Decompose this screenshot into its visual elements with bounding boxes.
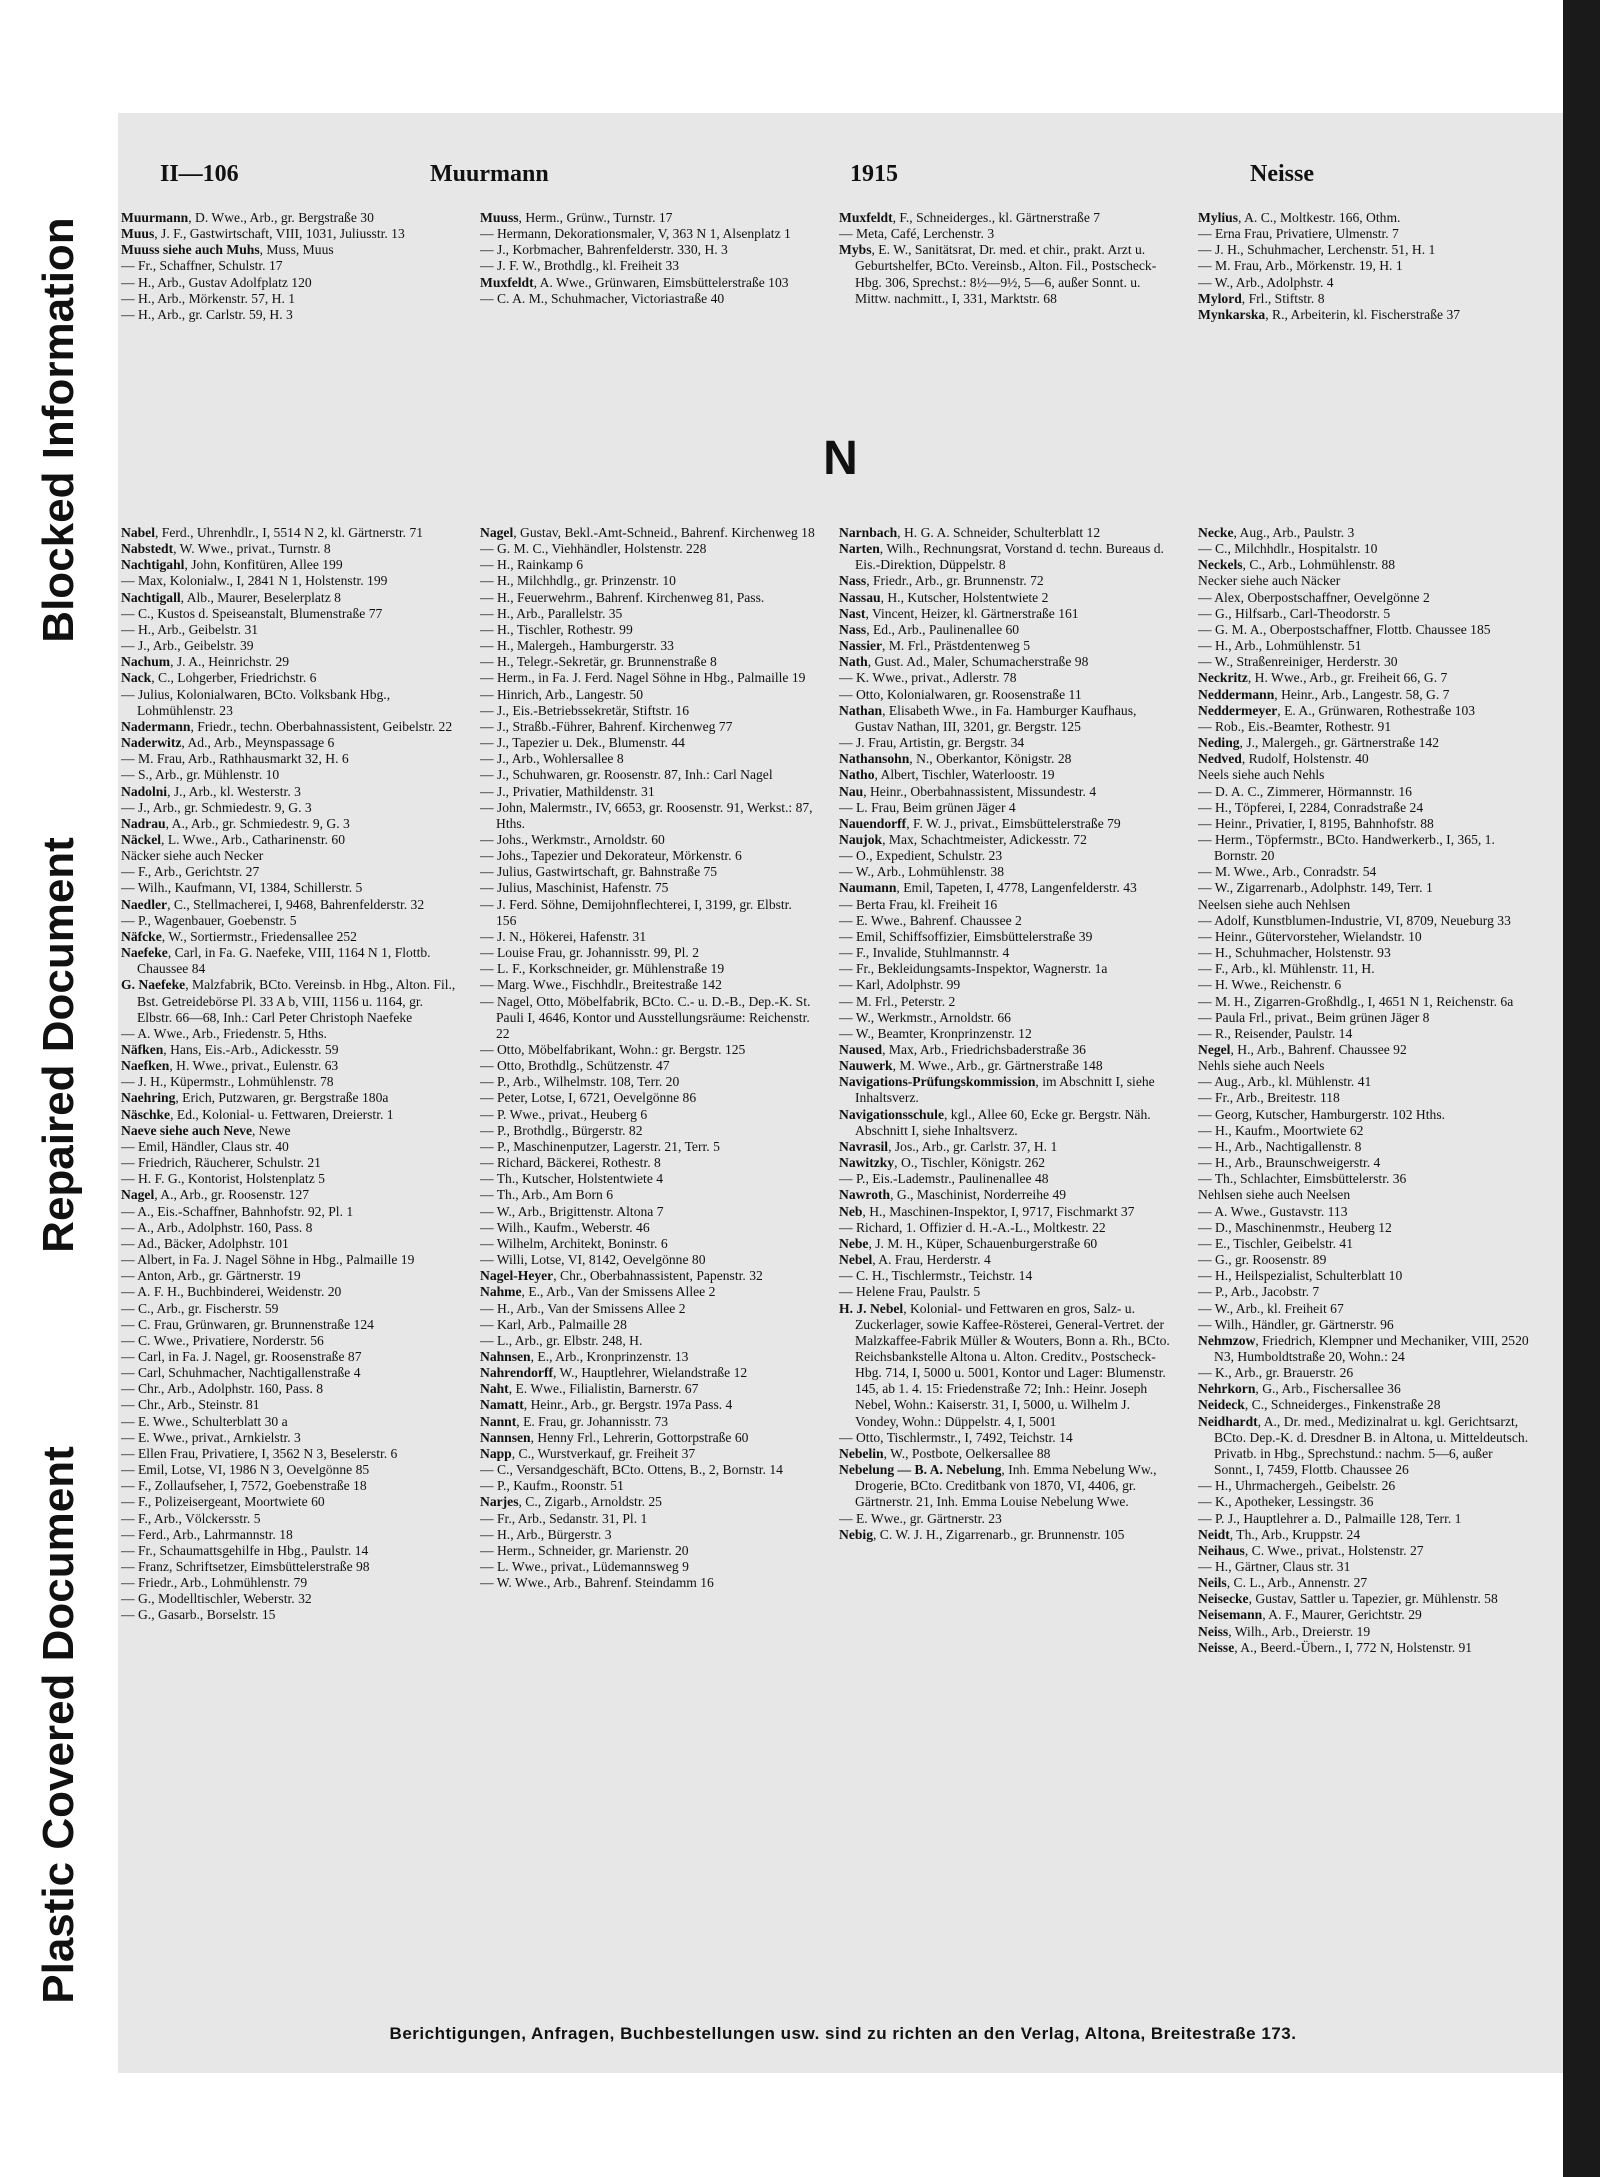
directory-entry: Näfken, Hans, Eis.-Arb., Adickesstr. 59 [121, 1042, 339, 1057]
directory-entry: — Fr., Arb., Sedanstr. 31, Pl. 1 [480, 1510, 648, 1526]
directory-entry: — Th., Kutscher, Holstentwiete 4 [480, 1171, 664, 1187]
directory-entry: Nehrkorn, G., Arb., Fischersallee 36 [1198, 1381, 1401, 1397]
directory-entry: — P., Arb., Jacobstr. 7 [1198, 1284, 1320, 1300]
directory-entry: Nau, Heinr., Oberbahnassistent, Missundestr. 4 [839, 783, 1097, 799]
directory-entry: — H. F. G., Kontorist, Holstenplatz 5 [121, 1171, 325, 1187]
directory-entry: Neiss, Wilh., Arb., Dreierstr. 19 [1198, 1623, 1371, 1639]
directory-entry: Naumann, Emil, Tapeten, I, 4778, Langenfelderstr. 43 [839, 880, 1137, 896]
directory-entry: Neelsen siehe auch Nehlsen [1198, 896, 1351, 912]
directory-entry: — J., Tapezier u. Dek., Blumenstr. 44 [480, 735, 685, 751]
directory-entry: — J. H., Schuhmacher, Lerchenstr. 51, H. 1 [1198, 242, 1436, 258]
directory-entry: — H., Feuerwehrm., Bahrenf. Kirchenweg 81, Pass. [480, 589, 765, 605]
directory-entry: — Herm., in Fa. J. Ferd. Nagel Söhne in Hbg., Palmaille 19 [480, 670, 806, 686]
directory-entry: Neckels, C., Arb., Lohmühlenstr. 88 [1198, 557, 1396, 573]
directory-entry: Naefeke, Carl, in Fa. G. Naefeke, VIII, 1164 N 1, Flottb. Chaussee 84 [121, 945, 431, 977]
directory-entry: — H., Tischler, Rothestr. 99 [480, 621, 633, 637]
directory-entry: — H., Arb., Geibelstr. 31 [121, 621, 259, 637]
directory-entry: Navrasil, Jos., Arb., gr. Carlstr. 37, H. 1 [839, 1138, 1058, 1154]
directory-entry: — Th., Arb., Am Born 6 [480, 1187, 614, 1203]
directory-entry: — Richard, Bäckerei, Rothestr. 8 [480, 1155, 661, 1171]
directory-entry: Nahme, E., Arb., Van der Smissens Allee 2 [480, 1284, 716, 1300]
directory-entry: — J. Ferd. Söhne, Demijohnflechterei, I, 3199, gr. Elbstr. 156 [480, 896, 792, 928]
directory-entry: — H., Arb., Bürgerstr. 3 [480, 1526, 612, 1542]
directory-entry: G. Naefeke, Malzfabrik, BCto. Vereinsb. in Hbg., Alton. Fil., Bst. Getreidebörse Pl. 33 A b, VIII, 1156 u. 1164, gr. Elbstr. 66—68, Inh.: Carl Peter Christoph Naefeke [121, 977, 456, 1025]
directory-entry: — E. Wwe., gr. Gärtnerstr. 23 [839, 1510, 1002, 1526]
directory-entry: — Julius, Kolonialwaren, BCto. Volksbank Hbg., Lohmühlenstr. 23 [121, 686, 391, 718]
directory-entry: Nahrendorff, W., Hauptlehrer, Wielandstraße 12 [480, 1365, 748, 1381]
directory-entry: Nawitzky, O., Tischler, Königstr. 262 [839, 1155, 1046, 1171]
directory-entry: Naujok, Max, Schachtmeister, Adickesstr. 72 [839, 831, 1087, 847]
directory-entry: — P., Eis.-Lademstr., Paulinenallee 48 [839, 1171, 1049, 1187]
document-page [118, 113, 1563, 2073]
directory-entry: — J., Arb., Wohlersallee 8 [480, 751, 624, 767]
directory-entry: Nadolni, J., Arb., kl. Westerstr. 3 [121, 783, 301, 799]
page-header [160, 161, 1510, 193]
directory-entry: — K., Arb., gr. Brauerstr. 26 [1198, 1365, 1354, 1381]
column-2 [480, 525, 815, 2015]
directory-entry: — Nagel, Otto, Möbelfabrik, BCto. C.- u. D.-B., Dep.-K. St. Pauli I, 4646, Kontor und Ausstellungsräume: Reichenstr. 22 [480, 993, 811, 1041]
directory-entry: — Herm., Schneider, gr. Marienstr. 20 [480, 1542, 689, 1558]
directory-entry: — P., Kaufm., Roonstr. 51 [480, 1478, 624, 1494]
directory-entry: — Marg. Wwe., Fischhdlr., Breitestraße 142 [480, 977, 722, 993]
directory-entry: Muuss siehe auch Muhs, Muss, Muus [121, 242, 334, 258]
directory-entry: — Karl, Adolphstr. 99 [839, 977, 961, 993]
directory-entry: — E. Wwe., Schulterblatt 30 a [121, 1413, 288, 1429]
directory-entry: Napp, C., Wurstverkauf, gr. Freiheit 37 [480, 1445, 696, 1461]
directory-entry: — F., Polizeisergeant, Moortwiete 60 [121, 1494, 325, 1510]
directory-entry: — W., Arb., Lohmühlenstr. 38 [839, 864, 1005, 880]
directory-entry: — J., Schuhwaren, gr. Roosenstr. 87, Inh.: Carl Nagel [480, 767, 773, 783]
directory-entry: Nehls siehe auch Neels [1198, 1058, 1325, 1074]
directory-entry: Navigations-Prüfungskommission, im Abschnitt I, siehe Inhaltsverz. [839, 1074, 1155, 1106]
directory-entry: — J., Arb., gr. Schmiedestr. 9, G. 3 [121, 799, 312, 815]
directory-entry: Naehring, Erich, Putzwaren, gr. Bergstraße 180a [121, 1090, 389, 1106]
directory-entry: — J., Straßb.-Führer, Bahrenf. Kirchenweg 77 [480, 718, 733, 734]
directory-entry: Nebig, C. W. J. H., Zigarrenarb., gr. Brunnenstr. 105 [839, 1526, 1125, 1542]
directory-entry: — K. Wwe., privat., Adlerstr. 78 [839, 670, 1017, 686]
directory-entry: — M. Frau, Arb., Mörkenstr. 19, H. 1 [1198, 258, 1403, 274]
directory-entry: — Erna Frau, Privatiere, Ulmenstr. 7 [1198, 226, 1399, 242]
directory-entry: — E. Wwe., privat., Arnkielstr. 3 [121, 1429, 301, 1445]
column-4 [1198, 525, 1533, 2015]
directory-entry: Nebe, J. M. H., Küper, Schauenburgerstraße 60 [839, 1235, 1098, 1251]
directory-entry: — J. Frau, Artistin, gr. Bergstr. 34 [839, 735, 1025, 751]
directory-entry: Nauendorff, F. W. J., privat., Eimsbüttelerstraße 79 [839, 815, 1121, 831]
directory-entry: Neisse, A., Beerd.-Übern., I, 772 N, Holstenstr. 91 [1198, 1639, 1473, 1655]
directory-entry: — Hermann, Dekorationsmaler, V, 363 N 1, Alsenplatz 1 [480, 226, 791, 242]
directory-entry: — K., Apotheker, Lessingstr. 36 [1198, 1494, 1374, 1510]
directory-entry: — Julius, Maschinist, Hafenstr. 75 [480, 880, 669, 896]
directory-entry: — Emil, Schiffsoffizier, Eimsbüttelerstraße 39 [839, 928, 1093, 944]
directory-entry: — P., Maschinenputzer, Lagerstr. 21, Terr. 5 [480, 1138, 720, 1154]
directory-entry: — Willi, Lotse, VI, 8142, Oevelgönne 80 [480, 1252, 706, 1268]
directory-entry: — H., Rainkamp 6 [480, 557, 584, 573]
directory-entry: Nass, Friedr., Arb., gr. Brunnenstr. 72 [839, 573, 1044, 589]
directory-entry: — G. M. A., Oberpostschaffner, Flottb. Chaussee 185 [1198, 621, 1491, 637]
directory-entry: Nachum, J. A., Heinrichstr. 29 [121, 654, 290, 670]
label-repaired-document: Repaired Document [34, 837, 83, 1253]
directory-entry: Neding, J., Malergeh., gr. Gärtnerstraße 142 [1198, 735, 1439, 751]
directory-entry: Neisecke, Gustav, Sattler u. Tapezier, gr. Mühlenstr. 58 [1198, 1591, 1498, 1607]
directory-entry: — Rob., Eis.-Beamter, Rothestr. 91 [1198, 718, 1392, 734]
directory-entry: Narjes, C., Zigarb., Arnoldstr. 25 [480, 1494, 662, 1510]
directory-entry: Namatt, Heinr., Arb., gr. Bergstr. 197a Pass. 4 [480, 1397, 733, 1413]
directory-entry: — H., Arb., Gustav Adolfplatz 120 [121, 274, 312, 290]
directory-entry: — Fr., Schaumattsgehilfe in Hbg., Paulstr. 14 [121, 1542, 369, 1558]
directory-entry: Nehlsen siehe auch Neelsen [1198, 1187, 1351, 1203]
directory-entry: — Otto, Brothdlg., Schützenstr. 47 [480, 1058, 670, 1074]
directory-entry: — F., Invalide, Stuhlmannstr. 4 [839, 945, 1010, 961]
directory-entry: — M. Frau, Arb., Rathhausmarkt 32, H. 6 [121, 751, 349, 767]
directory-entry: — Herm., Töpfermstr., BCto. Handwerkerb., I, 365, 1. Bornstr. 20 [1198, 831, 1495, 864]
directory-entry: — J., Korbmacher, Bahrenfelderstr. 330, H. 3 [480, 242, 728, 258]
directory-entry: Mylius, A. C., Moltkestr. 166, Othm. [1198, 210, 1401, 225]
directory-entry: Neils, C. L., Arb., Annenstr. 27 [1198, 1575, 1368, 1591]
directory-entry: — Fr., Arb., Breitestr. 118 [1198, 1090, 1340, 1106]
sidebar [0, 0, 118, 2177]
directory-entry: — L., Arb., gr. Elbstr. 248, H. [480, 1332, 643, 1348]
directory-entry: — M. Wwe., Arb., Conradstr. 54 [1198, 864, 1377, 880]
directory-entry: — H., Heilspezialist, Schulterblatt 10 [1198, 1268, 1403, 1284]
directory-entry: Nathan, Elisabeth Wwe., in Fa. Hamburger Kaufhaus, Gustav Nathan, III, 3201, gr. Bergstr. 125 [839, 702, 1137, 734]
directory-entry: — Friedr., Arb., Lohmühlenstr. 79 [121, 1575, 308, 1591]
directory-entry: — J., Privatier, Mathildenstr. 31 [480, 783, 655, 799]
directory-entry: — Helene Frau, Paulstr. 5 [839, 1284, 981, 1300]
directory-entry: Muuss, Herm., Grünw., Turnstr. 17 [480, 210, 673, 225]
directory-entry: — W., Beamter, Kronprinzenstr. 12 [839, 1025, 1032, 1041]
directory-entry: — H., Arb., gr. Carlstr. 59, H. 3 [121, 306, 293, 322]
top-column-2 [480, 210, 815, 307]
directory-entry: Naefken, H. Wwe., privat., Eulenstr. 63 [121, 1058, 339, 1074]
directory-entry: Nassau, H., Kutscher, Holstentwiete 2 [839, 589, 1049, 605]
directory-entry: — W. Wwe., Arb., Bahrenf. Steindamm 16 [480, 1575, 714, 1591]
directory-entry: Necke, Aug., Arb., Paulstr. 3 [1198, 525, 1355, 540]
directory-entry: Necker siehe auch Näcker [1198, 573, 1341, 589]
directory-entry: — J. N., Hökerei, Hafenstr. 31 [480, 928, 647, 944]
directory-entry: — Carl, in Fa. J. Nagel, gr. Roosenstraße 87 [121, 1348, 362, 1364]
directory-entry: Naused, Max, Arb., Friedrichsbaderstraße 36 [839, 1042, 1086, 1057]
directory-entry: — Richard, 1. Offizier d. H.-A.-L., Moltkestr. 22 [839, 1219, 1106, 1235]
directory-entry: Neels siehe auch Nehls [1198, 767, 1325, 783]
directory-entry: — O., Expedient, Schulstr. 23 [839, 848, 1003, 864]
directory-entry: — M. H., Zigarren-Großhdlg., I, 4651 N 1, Reichenstr. 6a [1198, 993, 1514, 1009]
directory-entry: — Peter, Lotse, I, 6721, Oevelgönne 86 [480, 1090, 697, 1106]
directory-entry: — G., gr. Roosenstr. 89 [1198, 1252, 1327, 1268]
directory-entry: — P., Wagenbauer, Goebenstr. 5 [121, 912, 297, 928]
directory-entry: Nassier, M. Frl., Prästdentenweg 5 [839, 638, 1031, 654]
directory-entry: Muxfeldt, A. Wwe., Grünwaren, Eimsbüttelerstraße 103 [480, 274, 789, 290]
directory-entry: — P. Wwe., privat., Heuberg 6 [480, 1106, 648, 1122]
directory-entry: Nadermann, Friedr., techn. Oberbahnassistent, Geibelstr. 22 [121, 718, 453, 734]
page-number: II—106 [160, 161, 239, 187]
directory-entry: H. J. Nebel, Kolonial- und Fettwaren en gros, Salz- u. Zuckerlager, sowie Kaffee-Rösterei, General-Vertret. der Malzkaffee-Fabrik Müller & Wouters, Bonn a. Rh., BCto. Reichsbankstelle Altona u. Alton. Creditv., Postscheck-Hbg. 714, I, 5000 u. 5001, Kontor und Lager: Blumenstr. 145, ab 1. 4. 15: Friedenstraße 72; Inh.: Heinr. Joseph Nebel, Wohn.: Kaiserstr. 31, I, 5000, u. Wilhelm J. Vondey, Wohn.: Düppelstr. 4, I, 5001 [839, 1300, 1170, 1429]
directory-entry: Muus, J. F., Gastwirtschaft, VIII, 1031, Juliusstr. 13 [121, 226, 405, 242]
directory-entry: Neddermann, Heinr., Arb., Langestr. 58, G. 7 [1198, 686, 1450, 702]
directory-entry: — H., Arb., Van der Smissens Allee 2 [480, 1300, 686, 1316]
directory-entry: Nachtigall, Alb., Maurer, Beselerplatz 8 [121, 589, 341, 605]
directory-entry: Neideck, C., Schneiderges., Finkenstraße 28 [1198, 1397, 1441, 1413]
directory-entry: Narten, Wilh., Rechnungsrat, Vorstand d. techn. Bureaus d. Eis.-Direktion, Düppelstr. 8 [839, 541, 1164, 573]
directory-entry: — H., Arb., Lohmühlenstr. 51 [1198, 638, 1362, 654]
label-blocked-information: Blocked Information [34, 217, 83, 643]
directory-entry: — C. Frau, Grünwaren, gr. Brunnenstraße 124 [121, 1316, 374, 1332]
directory-entry: Nast, Vincent, Heizer, kl. Gärtnerstraße 161 [839, 605, 1079, 621]
directory-entry: Nebelung — B. A. Nebelung, Inh. Emma Nebelung Ww., Drogerie, BCto. Creditbank von 1870, VI, 4406, gr. Gärtnerstr. 21, Inh. Emma Louise Nebelung Wwe. [839, 1462, 1157, 1510]
directory-entry: Neidhardt, A., Dr. med., Medizinalrat u. kgl. Gerichtsarzt, BCto. Dep.-K. d. Dresdner B. in Altona, u. Mitteldeutsch. Privatb. in Hbg., Sprechstund.: nachm. 5—6, außer Sonnt., I, 7459, Flottb. Chaussee 26 [1198, 1413, 1529, 1478]
directory-entry: Nabstedt, W. Wwe., privat., Turnstr. 8 [121, 541, 331, 557]
directory-entry: Naht, E. Wwe., Filialistin, Barnerstr. 67 [480, 1381, 699, 1397]
directory-entry: — W., Zigarrenarb., Adolphstr. 149, Terr. 1 [1198, 880, 1433, 896]
directory-entry: — Anton, Arb., gr. Gärtnerstr. 19 [121, 1268, 301, 1284]
scan-border [1563, 0, 1600, 2177]
directory-entry: Naderwitz, Ad., Arb., Meynspassage 6 [121, 735, 335, 751]
directory-entry: Muurmann, D. Wwe., Arb., gr. Bergstraße 30 [121, 210, 374, 225]
directory-entry: — J., Arb., Geibelstr. 39 [121, 638, 254, 654]
directory-entry: — S., Arb., gr. Mühlenstr. 10 [121, 767, 280, 783]
directory-entry: — E., Tischler, Geibelstr. 41 [1198, 1235, 1354, 1251]
directory-entry: — W., Arb., Brigittenstr. Altona 7 [480, 1203, 664, 1219]
directory-entry: Negel, H., Arb., Bahrenf. Chaussee 92 [1198, 1042, 1407, 1057]
directory-entry: Neidt, Th., Arb., Kruppstr. 24 [1198, 1526, 1361, 1542]
directory-entry: — G., Gasarb., Borselstr. 15 [121, 1607, 276, 1623]
directory-entry: — Heinr., Privatier, I, 8195, Bahnhofstr. 88 [1198, 815, 1434, 831]
directory-entry: — Fr., Bekleidungsamts-Inspektor, Wagnerstr. 1a [839, 961, 1108, 977]
directory-entry: Nannt, E. Frau, gr. Johannisstr. 73 [480, 1413, 669, 1429]
directory-entry: — H., Malergeh., Hamburgerstr. 33 [480, 638, 674, 654]
directory-entry: Nadrau, A., Arb., gr. Schmiedestr. 9, G. 3 [121, 815, 350, 831]
directory-entry: — Georg, Kutscher, Hamburgerstr. 102 Hths. [1198, 1106, 1446, 1122]
directory-entry: — L. Wwe., privat., Lüdemannsweg 9 [480, 1559, 689, 1574]
directory-entry: — Julius, Gastwirtschaft, gr. Bahnstraße 75 [480, 864, 718, 880]
directory-entry: — H., Arb., Parallelstr. 35 [480, 605, 623, 621]
directory-entry: — Louise Frau, gr. Johannisstr. 99, Pl. 2 [480, 945, 700, 961]
directory-entry: — Th., Schlachter, Eimsbüttelerstr. 36 [1198, 1171, 1407, 1187]
directory-entry: Nedved, Rudolf, Holstenstr. 40 [1198, 751, 1369, 767]
directory-entry: — Hinrich, Arb., Langestr. 50 [480, 686, 644, 702]
directory-entry: — Paula Frl., privat., Beim grünen Jäger 8 [1198, 1009, 1430, 1025]
directory-entry: — F., Arb., kl. Mühlenstr. 11, H. [1198, 961, 1375, 977]
directory-entry: Nass, Ed., Arb., Paulinenallee 60 [839, 621, 1020, 637]
directory-entry: — Chr., Arb., Steinstr. 81 [121, 1397, 260, 1413]
directory-entry: — H., Uhrmachergeh., Geibelstr. 26 [1198, 1478, 1396, 1494]
directory-entry: Näschke, Ed., Kolonial- u. Fettwaren, Dreierstr. 1 [121, 1106, 394, 1122]
directory-entry: — P. J., Hauptlehrer a. D., Palmaille 128, Terr. 1 [1198, 1510, 1462, 1526]
directory-entry: Nathansohn, N., Oberkantor, Königstr. 28 [839, 751, 1072, 767]
directory-entry: Nabel, Ferd., Uhrenhdlr., I, 5514 N 2, kl. Gärtnerstr. 71 [121, 525, 424, 540]
column-1 [121, 525, 456, 2015]
directory-entry: Nachtigahl, John, Konfitüren, Allee 199 [121, 557, 343, 573]
directory-entry: — H., Töpferei, I, 2284, Conradstraße 24 [1198, 799, 1424, 815]
directory-entry: Neihaus, C. Wwe., privat., Holstenstr. 27 [1198, 1542, 1424, 1558]
directory-entry: — Ad., Bäcker, Adolphstr. 101 [121, 1235, 289, 1251]
directory-entry: Nebel, A. Frau, Herderstr. 4 [839, 1252, 991, 1268]
directory-entry: Nawroth, G., Maschinist, Norderreihe 49 [839, 1187, 1067, 1203]
directory-entry: Nagel, A., Arb., gr. Roosenstr. 127 [121, 1187, 310, 1203]
directory-entry: — Johs., Tapezier und Dekorateur, Mörkenstr. 6 [480, 848, 742, 864]
directory-entry: — Fr., Schaffner, Schulstr. 17 [121, 258, 283, 274]
directory-entry: Nannsen, Henny Frl., Lehrerin, Gottorpstraße 60 [480, 1429, 749, 1445]
directory-entry: — Karl, Arb., Palmaille 28 [480, 1316, 627, 1332]
directory-entry: — W., Arb., Adolphstr. 4 [1198, 274, 1334, 290]
directory-entry: — A. F. H., Buchbinderei, Weidenstr. 20 [121, 1284, 342, 1300]
directory-entry: Nagel, Gustav, Bekl.-Amt-Schneid., Bahrenf. Kirchenweg 18 [480, 525, 815, 540]
directory-entry: — Berta Frau, kl. Freiheit 16 [839, 896, 998, 912]
directory-entry: — A. Wwe., Arb., Friedenstr. 5, Hths. [121, 1025, 327, 1041]
directory-entry: — G., Modelltischler, Weberstr. 32 [121, 1591, 312, 1607]
directory-entry: — Franz, Schriftsetzer, Eimsbüttelerstraße 98 [121, 1559, 370, 1574]
directory-entry: — L. Frau, Beim grünen Jäger 4 [839, 799, 1016, 815]
directory-entry: Naeve siehe auch Neve, Newe [121, 1122, 291, 1138]
header-year: 1915 [850, 161, 898, 187]
directory-entry: — H., Schuhmacher, Holstenstr. 93 [1198, 945, 1391, 961]
directory-entry: Neb, H., Maschinen-Inspektor, I, 9717, Fischmarkt 37 [839, 1203, 1135, 1219]
directory-entry: Mylord, Frl., Stiftstr. 8 [1198, 290, 1325, 306]
directory-entry: — J. F. W., Brothdlg., kl. Freiheit 33 [480, 258, 680, 274]
directory-entry: Mybs, E. W., Sanitätsrat, Dr. med. et chir., prakt. Arzt u. Geburtshelfer, BCto. Vereinsb., Alton. Fil., Postscheck-Hbg. 306, Sprechst.: 8½—9½, 5—6, außer Sonnt. u. Mittw. nachmitt., I, 331, Marktstr. 68 [839, 242, 1157, 306]
directory-entry: — W., Werkmstr., Arnoldstr. 66 [839, 1009, 1011, 1025]
directory-entry: Näcker siehe auch Necker [121, 848, 264, 864]
directory-entry: — H., Milchhdlg., gr. Prinzenstr. 10 [480, 573, 676, 589]
directory-entry: — C., Kustos d. Speiseanstalt, Blumenstraße 77 [121, 605, 383, 621]
directory-entry: — Carl, Schuhmacher, Nachtigallenstraße 4 [121, 1365, 361, 1381]
directory-entry: Naedler, C., Stellmacherei, I, 9468, Bahrenfelderstr. 32 [121, 896, 425, 912]
directory-entry: — Johs., Werkmstr., Arnoldstr. 60 [480, 831, 665, 847]
directory-entry: — Wilh., Händler, gr. Gärtnerstr. 96 [1198, 1316, 1394, 1332]
directory-entry: — F., Zollaufseher, I, 7572, Goebenstraße 18 [121, 1478, 367, 1494]
directory-entry: — F., Arb., Gerichtstr. 27 [121, 864, 260, 880]
directory-entry: — Otto, Tischlermstr., I, 7492, Teichstr. 14 [839, 1429, 1073, 1445]
directory-entry: — C. H., Tischlermstr., Teichstr. 14 [839, 1268, 1033, 1284]
directory-entry: — P., Arb., Wilhelmstr. 108, Terr. 20 [480, 1074, 680, 1090]
directory-entry: — J. H., Küpermstr., Lohmühlenstr. 78 [121, 1074, 334, 1090]
directory-entry: Natho, Albert, Tischler, Waterloostr. 19 [839, 767, 1055, 783]
directory-entry: — Albert, in Fa. J. Nagel Söhne in Hbg., Palmaille 19 [121, 1252, 415, 1268]
directory-entry: — Ellen Frau, Privatiere, I, 3562 N 3, Beselerstr. 6 [121, 1445, 398, 1461]
directory-entry: — D. A. C., Zimmerer, Hörmannstr. 16 [1198, 783, 1412, 799]
directory-entry: — H. Wwe., Reichenstr. 6 [1198, 977, 1342, 993]
directory-entry: Neddermeyer, E. A., Grünwaren, Rothestraße 103 [1198, 702, 1476, 718]
top-column-4 [1198, 210, 1533, 323]
directory-entry: Neckritz, H. Wwe., Arb., gr. Freiheit 66, G. 7 [1198, 670, 1448, 686]
directory-entry: — Heinr., Gütervorsteher, Wielandstr. 10 [1198, 928, 1422, 944]
directory-entry: Nehmzow, Friedrich, Klempner und Mechaniker, VIII, 2520 N3, Humboldtstraße 20, Wohn.: 24 [1198, 1332, 1529, 1364]
directory-entry: Neisemann, A. F., Maurer, Gerichtstr. 29 [1198, 1607, 1422, 1623]
directory-entry: — W., Straßenreiniger, Herderstr. 30 [1198, 654, 1398, 670]
directory-entry: — Max, Kolonialw., I, 2841 N 1, Holstenstr. 199 [121, 573, 388, 589]
directory-entry: — H., Arb., Nachtigallenstr. 8 [1198, 1138, 1362, 1154]
directory-entry: — E. Wwe., Bahrenf. Chaussee 2 [839, 912, 1022, 928]
directory-entry: Narnbach, H. G. A. Schneider, Schulterblatt 12 [839, 525, 1101, 540]
directory-entry: — A., Arb., Adolphstr. 160, Pass. 8 [121, 1219, 313, 1235]
directory-entry: — H., Kaufm., Moortwiete 62 [1198, 1122, 1364, 1138]
directory-entry: — M. Frl., Peterstr. 2 [839, 993, 956, 1009]
directory-entry: — H., Telegr.-Sekretär, gr. Brunnenstraße 8 [480, 654, 717, 670]
directory-entry: — F., Arb., Völckersstr. 5 [121, 1510, 261, 1526]
directory-entry: — W., Arb., kl. Freiheit 67 [1198, 1300, 1344, 1316]
directory-entry: — Alex, Oberpostschaffner, Oevelgönne 2 [1198, 589, 1430, 605]
directory-entry: Muxfeldt, F., Schneiderges., kl. Gärtnerstraße 7 [839, 210, 1101, 225]
directory-entry: — C., Milchhdlr., Hospitalstr. 10 [1198, 541, 1378, 557]
directory-entry: — C. Wwe., Privatiere, Norderstr. 56 [121, 1332, 324, 1348]
directory-entry: — A. Wwe., Gustavstr. 113 [1198, 1203, 1348, 1219]
directory-entry: Nagel-Heyer, Chr., Oberbahnassistent, Papenstr. 32 [480, 1268, 763, 1284]
directory-entry: — Emil, Händler, Claus str. 40 [121, 1138, 289, 1154]
directory-entry: Nauwerk, M. Wwe., Arb., gr. Gärtnerstraße 148 [839, 1058, 1103, 1074]
directory-entry: — John, Malermstr., IV, 6653, gr. Roosenstr. 91, Werkst.: 87, Hths. [480, 799, 813, 831]
directory-entry: — H., Gärtner, Claus str. 31 [1198, 1559, 1351, 1574]
directory-entry: — Wilh., Kaufmann, VI, 1384, Schillerstr. 5 [121, 880, 363, 896]
header-right-word: Neisse [1250, 161, 1314, 187]
directory-entry: — J., Eis.-Betriebssekretär, Stiftstr. 16 [480, 702, 689, 718]
directory-entry: — D., Maschinenmstr., Heuberg 12 [1198, 1219, 1392, 1235]
directory-entry: — A., Eis.-Schaffner, Bahnhofstr. 92, Pl. 1 [121, 1203, 354, 1219]
directory-entry: — H., Arb., Braunschweigerstr. 4 [1198, 1155, 1381, 1171]
directory-entry: Mynkarska, R., Arbeiterin, kl. Fischerstraße 37 [1198, 306, 1461, 322]
label-plastic-covered-document: Plastic Covered Document [34, 1446, 83, 2004]
directory-entry: — G. M. C., Viehhändler, Holstenstr. 228 [480, 541, 707, 557]
directory-entry: — Wilh., Kaufm., Weberstr. 46 [480, 1219, 650, 1235]
directory-entry: — H., Arb., Mörkenstr. 57, H. 1 [121, 290, 296, 306]
directory-entry: — Aug., Arb., kl. Mühlenstr. 41 [1198, 1074, 1372, 1090]
top-column-1 [121, 210, 456, 323]
directory-entry: — P., Brothdlg., Bürgerstr. 82 [480, 1122, 643, 1138]
header-left-word: Muurmann [430, 161, 549, 187]
directory-entry: — G., Hilfsarb., Carl-Theodorstr. 5 [1198, 605, 1391, 621]
section-letter: N [823, 432, 858, 485]
directory-entry: — Emil, Lotse, VI, 1986 N 3, Oevelgönne 85 [121, 1462, 370, 1478]
directory-entry: — Meta, Café, Lerchenstr. 3 [839, 226, 995, 242]
directory-entry: — Friedrich, Räucherer, Schulstr. 21 [121, 1155, 321, 1171]
directory-entry: — Wilhelm, Architekt, Boninstr. 6 [480, 1235, 668, 1251]
directory-entry: — C., Arb., gr. Fischerstr. 59 [121, 1300, 279, 1316]
footer-notice: Berichtigungen, Anfragen, Buchbestellungen usw. sind zu richten an den Verlag, Altona, Breitestraße 173. [389, 2024, 1297, 2043]
directory-entry: — R., Reisender, Paulstr. 14 [1198, 1025, 1353, 1041]
directory-entry: Näfcke, W., Sortiermstr., Friedensallee 252 [121, 928, 357, 944]
directory-entry: Nath, Gust. Ad., Maler, Schumacherstraße 98 [839, 654, 1089, 670]
directory-entry: Nahnsen, E., Arb., Kronprinzenstr. 13 [480, 1348, 689, 1364]
directory-entry: — Adolf, Kunstblumen-Industrie, VI, 8709, Neueburg 33 [1198, 912, 1511, 928]
directory-entry: Navigationsschule, kgl., Allee 60, Ecke gr. Bergstr. Näh. Abschnitt I, siehe Inhaltsverz. [839, 1106, 1151, 1138]
directory-entry: Nack, C., Lohgerber, Friedrichstr. 6 [121, 670, 317, 686]
directory-entry: — Otto, Kolonialwaren, gr. Roosenstraße 11 [839, 686, 1082, 702]
directory-entry: — C., Versandgeschäft, BCto. Ottens, B., 2, Bornstr. 14 [480, 1462, 783, 1478]
column-3 [839, 525, 1174, 2015]
directory-entry: — Otto, Möbelfabrikant, Wohn.: gr. Bergstr. 125 [480, 1042, 746, 1057]
directory-entry: — Ferd., Arb., Lahrmannstr. 18 [121, 1526, 293, 1542]
directory-entry: Nebelin, W., Postbote, Oelkersallee 88 [839, 1445, 1051, 1461]
directory-entry: — Chr., Arb., Adolphstr. 160, Pass. 8 [121, 1381, 324, 1397]
top-column-3 [839, 210, 1174, 307]
directory-entry: Näckel, L. Wwe., Arb., Catharinenstr. 60 [121, 831, 346, 847]
directory-entry: — L. F., Korkschneider, gr. Mühlenstraße 19 [480, 961, 725, 977]
directory-entry: — C. A. M., Schuhmacher, Victoriastraße 40 [480, 290, 725, 306]
